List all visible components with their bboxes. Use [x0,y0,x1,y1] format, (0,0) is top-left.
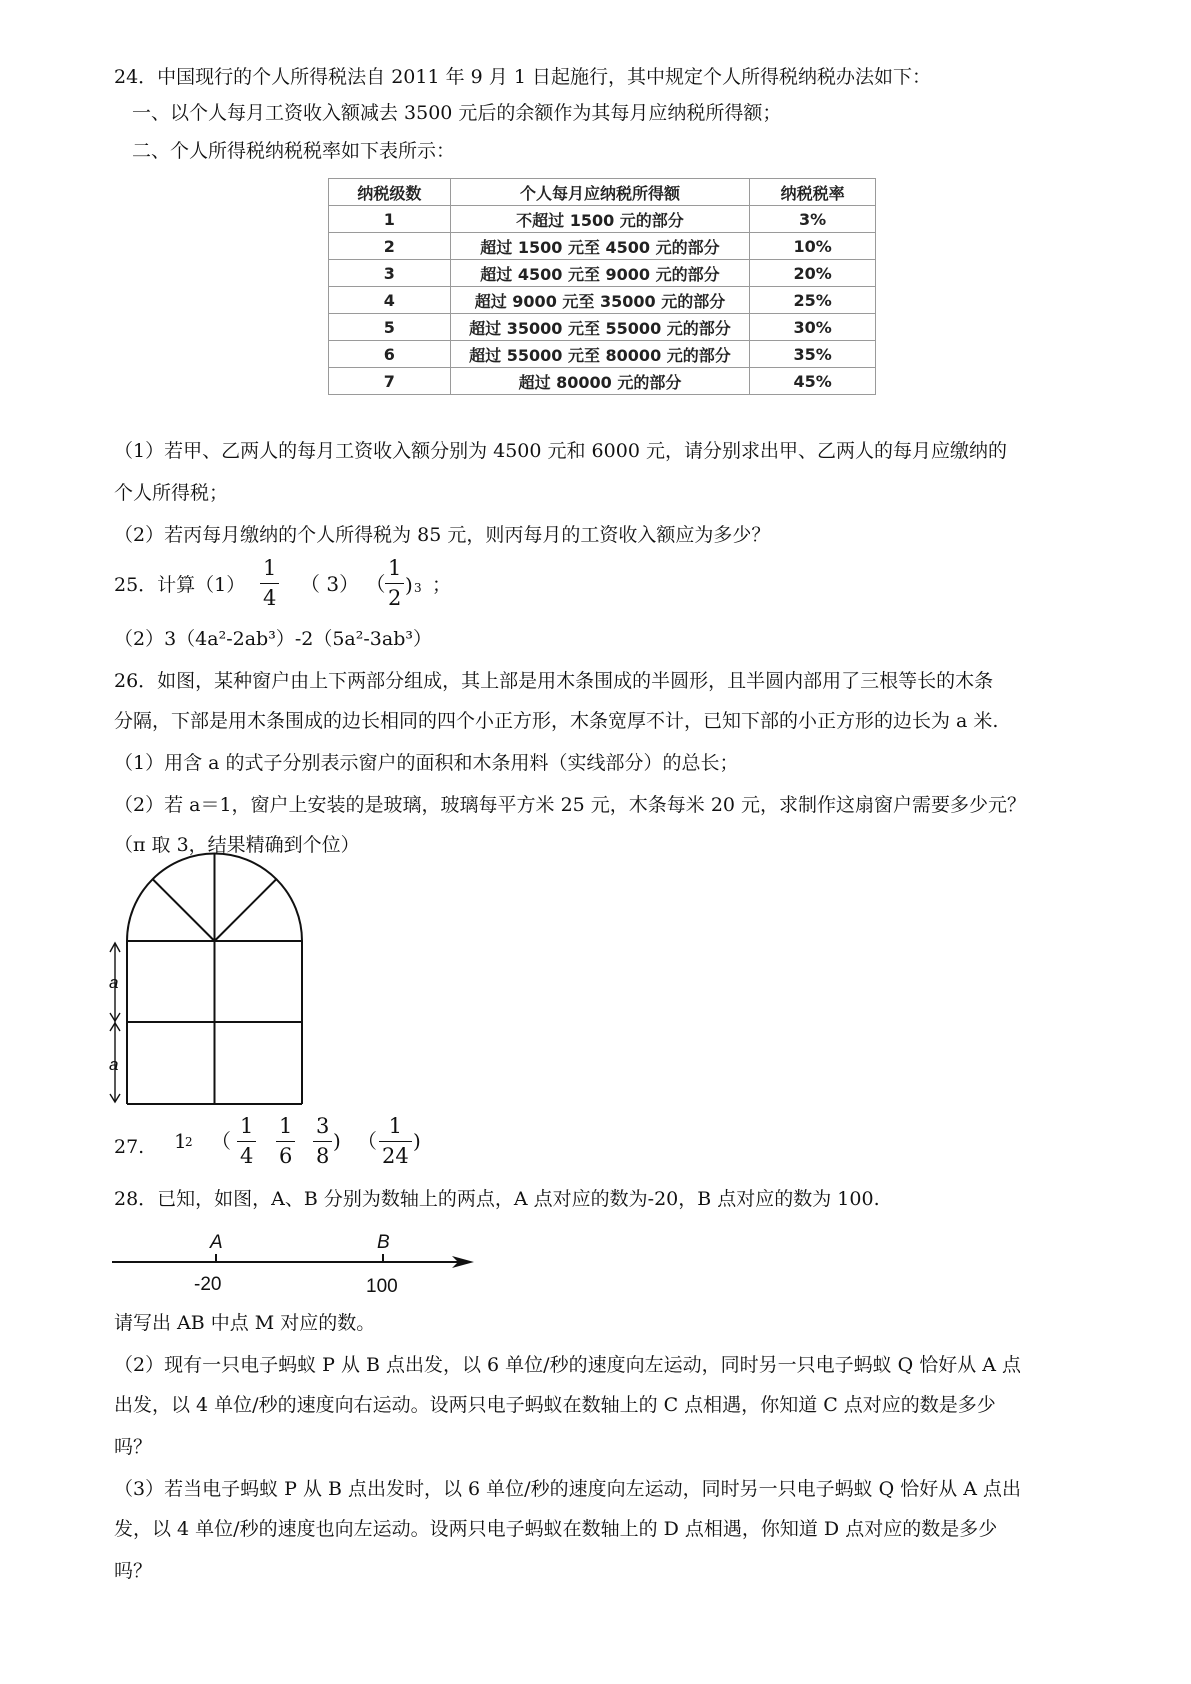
q25-frac1-numerator: 1 [263,556,277,580]
q28-part2-line3: 吗？ [114,1436,153,1458]
q28-part3-line1: （3）若当电子蚂蚁 P 从 B 点出发时，以 6 单位/秒的速度向左运动，同时另一只电子蚂蚁 Q 恰好从 A 点出 [114,1478,1022,1500]
cell-income: 超过 4500 元至 9000 元的部分 [450,260,749,287]
q25-semicolon: ； [432,574,452,596]
cell-rate: 35% [750,341,876,368]
q26-line2: 分隔，下部是用木条围成的边长相同的四个小正方形，木条宽厚不计，已知下部的小正方形的边长为 a 米. [114,710,999,732]
q27-fraction-4 [379,1116,412,1167]
fraction-bar [385,583,404,584]
q27-close-paren-2: ) [413,1129,421,1153]
cell-income: 超过 80000 元的部分 [450,368,749,395]
numerator: 1 [279,1114,293,1138]
fraction-bar [313,1141,332,1142]
cell-level: 1 [329,206,451,233]
point-B-value: 100 [366,1276,398,1297]
table-row [329,314,876,341]
q28-part3-line3: 吗？ [114,1560,153,1582]
q25-part2: （2）3（4a²-2ab³）-2（5a²-3ab³） [114,628,432,650]
cell-level: 2 [329,233,451,260]
header-rate: 纳税税率 [750,179,876,206]
q27-close-paren: ) [333,1129,341,1153]
cell-level: 6 [329,341,451,368]
table-row [329,206,876,233]
denominator: 8 [316,1144,330,1168]
cell-level: 3 [329,260,451,287]
q27-one: 1 [174,1129,187,1153]
table-row [329,287,876,314]
dimension-label-a: a [109,1055,119,1074]
q24-rule1: 一、以个人每月工资收入额减去 3500 元后的余额作为其每月应纳税所得额； [132,102,782,124]
fraction-bar [379,1141,412,1142]
q27-fraction-2 [276,1116,295,1167]
q28-part2-line2: 出发，以 4 单位/秒的速度向右运动。设两只电子蚂蚁在数轴上的 C 点相遇，你知道 C 点对应的数是多少 [114,1394,996,1416]
header-level: 纳税级数 [329,179,451,206]
cell-level: 4 [329,287,451,314]
q27-fraction-3 [313,1116,332,1167]
tax-rate-table [328,178,876,395]
number-line [112,1228,482,1296]
q25-frac2-numerator: 1 [388,556,402,580]
q26-line1: 26．如图，某种窗户由上下两部分组成，其上部是用木条围成的半圆形，且半圆内部用了三根等长的木条 [114,670,994,692]
table-row [329,341,876,368]
denominator: 24 [382,1144,409,1168]
window-line [215,879,277,941]
point-A-label: A [210,1232,223,1253]
q24-part1-line2: 个人所得税； [114,482,229,504]
q24-rule2: 二、个人所得税纳税税率如下表所示： [132,140,456,162]
fraction-bar [260,583,279,584]
q27-open-paren: （ [211,1129,231,1153]
numerator: 3 [316,1114,330,1138]
q27-exponent: 2 [185,1135,193,1149]
q28-part1: 请写出 AB 中点 M 对应的数。 [114,1312,376,1334]
q25-exponent: 3 [414,581,422,595]
cell-rate: 3% [750,206,876,233]
q24-title: 24．中国现行的个人所得税法自 2011 年 9 月 1 日起施行，其中规定个人所得税纳税办法如下： [114,66,931,88]
window-line [153,879,215,941]
q28-part2-line1: （2）现有一只电子蚂蚁 P 从 B 点出发，以 6 单位/秒的速度向左运动，同时另一只电子蚂蚁 Q 恰好从 A 点 [114,1354,1022,1376]
cell-rate: 20% [750,260,876,287]
q26-part2-note: （π 取 3，结果精确到个位） [114,834,360,856]
q25-label: 25．计算（1） [114,574,246,596]
q25-frac1-denominator: 4 [263,586,277,610]
cell-rate: 30% [750,314,876,341]
cell-income: 超过 1500 元至 4500 元的部分 [450,233,749,260]
q25-close-paren: ) [405,573,413,597]
cell-income: 不超过 1500 元的部分 [450,206,749,233]
q28-part3-line2: 发，以 4 单位/秒的速度也向左运动。设两只电子蚂蚁在数轴上的 D 点相遇，你知道 D 点对应的数是多少 [114,1518,998,1540]
cell-level: 5 [329,314,451,341]
q25-middle-text: （ 3） （ [300,572,386,596]
table-row [329,233,876,260]
cell-rate: 45% [750,368,876,395]
point-B-label: B [377,1232,390,1253]
q24-part2: （2）若丙每月缴纳的个人所得税为 85 元，则丙每月的工资收入额应为多少？ [114,524,771,546]
table-header-row [329,179,876,206]
denominator: 6 [279,1144,293,1168]
q25-frac2-denominator: 2 [388,586,402,610]
header-income: 个人每月应纳税所得额 [450,179,749,206]
q27-open-paren-2: （ [357,1129,377,1153]
q25-fraction-1 [260,558,279,609]
cell-rate: 10% [750,233,876,260]
cell-income: 超过 9000 元至 35000 元的部分 [450,287,749,314]
table-row [329,260,876,287]
cell-income: 超过 35000 元至 55000 元的部分 [450,314,749,341]
cell-rate: 25% [750,287,876,314]
q25-fraction-2 [385,558,404,609]
cell-level: 7 [329,368,451,395]
point-A-value: -20 [194,1274,222,1295]
q26-part2: （2）若 a＝1，窗户上安装的是玻璃，玻璃每平方米 25 元，木条每米 20 元，求制作这扇窗户需要多少元？ [114,794,1027,816]
q28-line1: 28．已知，如图，A、B 分别为数轴上的两点，A 点对应的数为-20，B 点对应的数为 100. [114,1188,880,1210]
numerator: 1 [388,1114,403,1138]
dimension-label-a: a [109,973,119,992]
q24-part1-line1: （1）若甲、乙两人的每月工资收入额分别为 4500 元和 6000 元，请分别求出甲、乙两人的每月应缴纳的 [114,440,1007,462]
fraction-bar [276,1141,295,1142]
numerator: 1 [240,1114,254,1138]
table-row [329,368,876,395]
q27-fraction-1 [237,1116,256,1167]
window-figure [110,866,310,1110]
fraction-bar [237,1141,256,1142]
q27-label: 27. [114,1136,145,1158]
cell-income: 超过 55000 元至 80000 元的部分 [450,341,749,368]
q26-part1: （1）用含 a 的式子分别表示窗户的面积和木条用料（实线部分）的总长； [114,752,739,774]
denominator: 4 [240,1144,254,1168]
